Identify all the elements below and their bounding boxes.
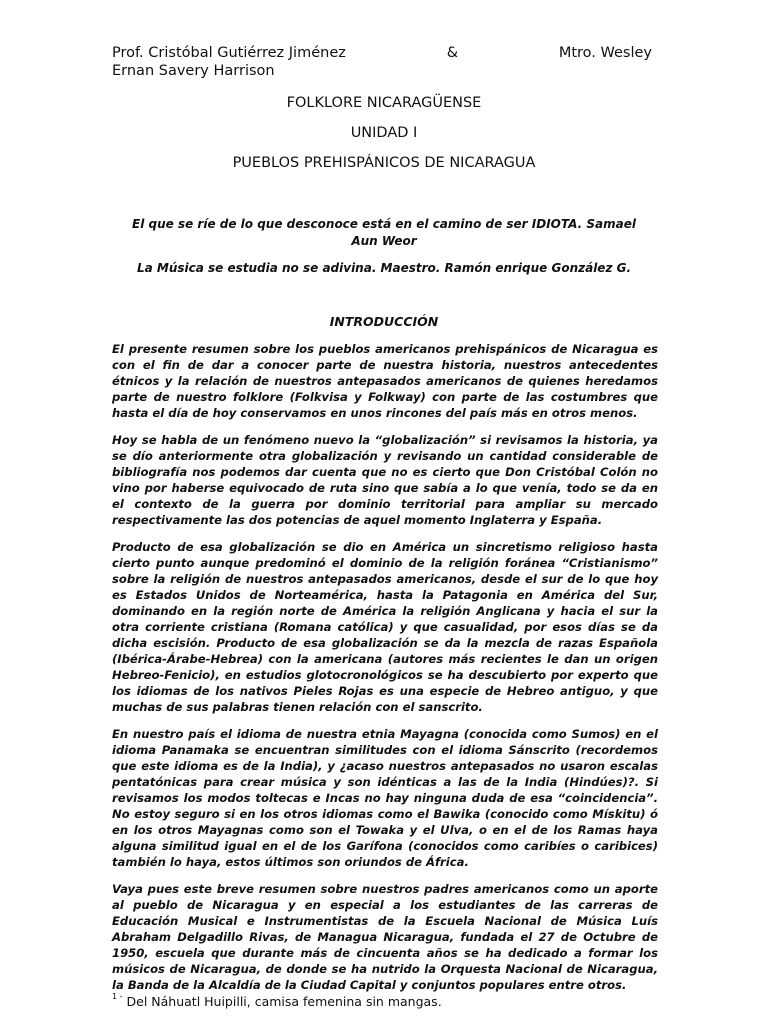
paragraph: En nuestro país el idioma de nuestra etnia Mayagna (conocida como Sumos) en el idioma Panamaka se encuentran similitudes con el idioma Sánscrito (recordemos que este idioma es de la India), y ¿acaso nuestros antepasados no usaron escalas pentatónicas para crear música y son idénticas a las de la India (Hindúes)?. Si revisamos los modos toltecas e Incas no hay ninguna duda de esa “coincidencia”. No estoy seguro si en los otros idiomas como el Bawika (conocido como Mískitu) ó en los otros Mayagnas como son el Towaka y el Ulva, o en el de los Ramas haya alguna similitud igual en el de los Garífona (conocidos como caribíes o caribices) también lo haya, estos últimos son oriundos de África. (112, 727, 658, 869)
paragraph: El presente resumen sobre los pueblos americanos prehispánicos de Nicaragua es con el fin de dar a conocer parte de nuestra historia, nuestros antecedentes étnicos y la relación de nuestros antepasados americanos de quienes heredamos parte de nuestro folklore (Folkvisa y Folkway) con parte de las costumbres que hasta el día de hoy conservamos en unos rincones del país más en otros menos. (112, 342, 658, 420)
footnote (112, 994, 658, 1009)
paragraph: Vaya pues este breve resumen sobre nuestros padres americanos como un aporte al pueblo de Nicaragua y en especial a los estudiantes de las carreras de Educación Musical e Instrumentistas de la Escuela Nacional de Música Luís Abraham Delgadillo Rivas, de Managua Nicaragua, fundada el 27 de Octubre de 1950, escuela que durante más de cincuenta años se ha dedicado a formar los músicos de Nicaragua, de donde se ha nutrido la Orquesta Nacional de Nicaragua, la Banda de la Alcaldía de la Ciudad Capital y conjuntos populares entre otros. (112, 882, 658, 992)
paragraph: Hoy se habla de un fenómeno nuevo la “globalización” si revisamos la historia, ya se dío anteriormente otra globalización y revisando un cantidad considerable de bibliografía nos podemos dar cuenta que no es cierto que Don Cristóbal Colón no vino por haberse equivocado de ruta sino que sabía a lo que venía, todo se da en el contexto de la guerra por dominio territorial para ampliar su mercado respectivamente las dos potencias de aquel momento Inglaterra y España. (112, 433, 658, 527)
section-title: INTRODUCCIÓN (329, 314, 439, 329)
ampersand: & (446, 45, 458, 61)
epigraph-1: El que se ríe de lo que desconoce está en el camino de ser IDIOTA. Samael Aun Weor (132, 217, 636, 248)
title-unidad: UNIDAD I (350, 125, 418, 141)
paragraph: Producto de esa globalización se dio en América un sincretismo religioso hasta cierto punto aunque predominó el dominio de la religión foránea “Cristianismo” sobre la religión de nuestros antepasados americanos, desde el sur de lo que hoy es Estados Unidos de Norteamérica, hasta la Patagonia en América del Sur, dominando en la región norte de América la religión Anglicana y hacia el sur la otra corriente cristiana (Romana católica) y que casualidad, por esos días se da dicha escisión. Producto de esa globalización se da la mezcla de razas Española (Ibérica-Árabe-Hebrea) con la americana (autores más recientes le dan un origen Hebreo-Fenicio), en estudios glotocronológicos se ha descubierto por experto que los idiomas de los nativos Pieles Rojas es una especie de Hebreo antiguo, y que muchas de sus palabras tienen relación con el sanscrito. (112, 540, 658, 714)
epigraph-2: La Música se estudia no se adivina. Maestro. Ramón enrique González G. (136, 261, 632, 275)
footnote-text: Del Náhuatl Huipilli, camisa femenina sin mangas. (126, 994, 442, 1009)
author-2-start: Mtro. Wesley (558, 45, 652, 61)
title-pueblos: PUEBLOS PREHISPÁNICOS DE NICARAGUA (232, 155, 536, 171)
title-folklore: FOLKLORE NICARAGÜENSE (286, 95, 482, 111)
author-header (112, 44, 652, 80)
footnote-mark: 1 - (112, 992, 123, 1001)
author-1: Prof. Cristóbal Gutiérrez Jiménez (112, 45, 346, 61)
author-2-end: Ernan Savery Harrison (112, 63, 275, 79)
body-text (112, 341, 658, 1004)
